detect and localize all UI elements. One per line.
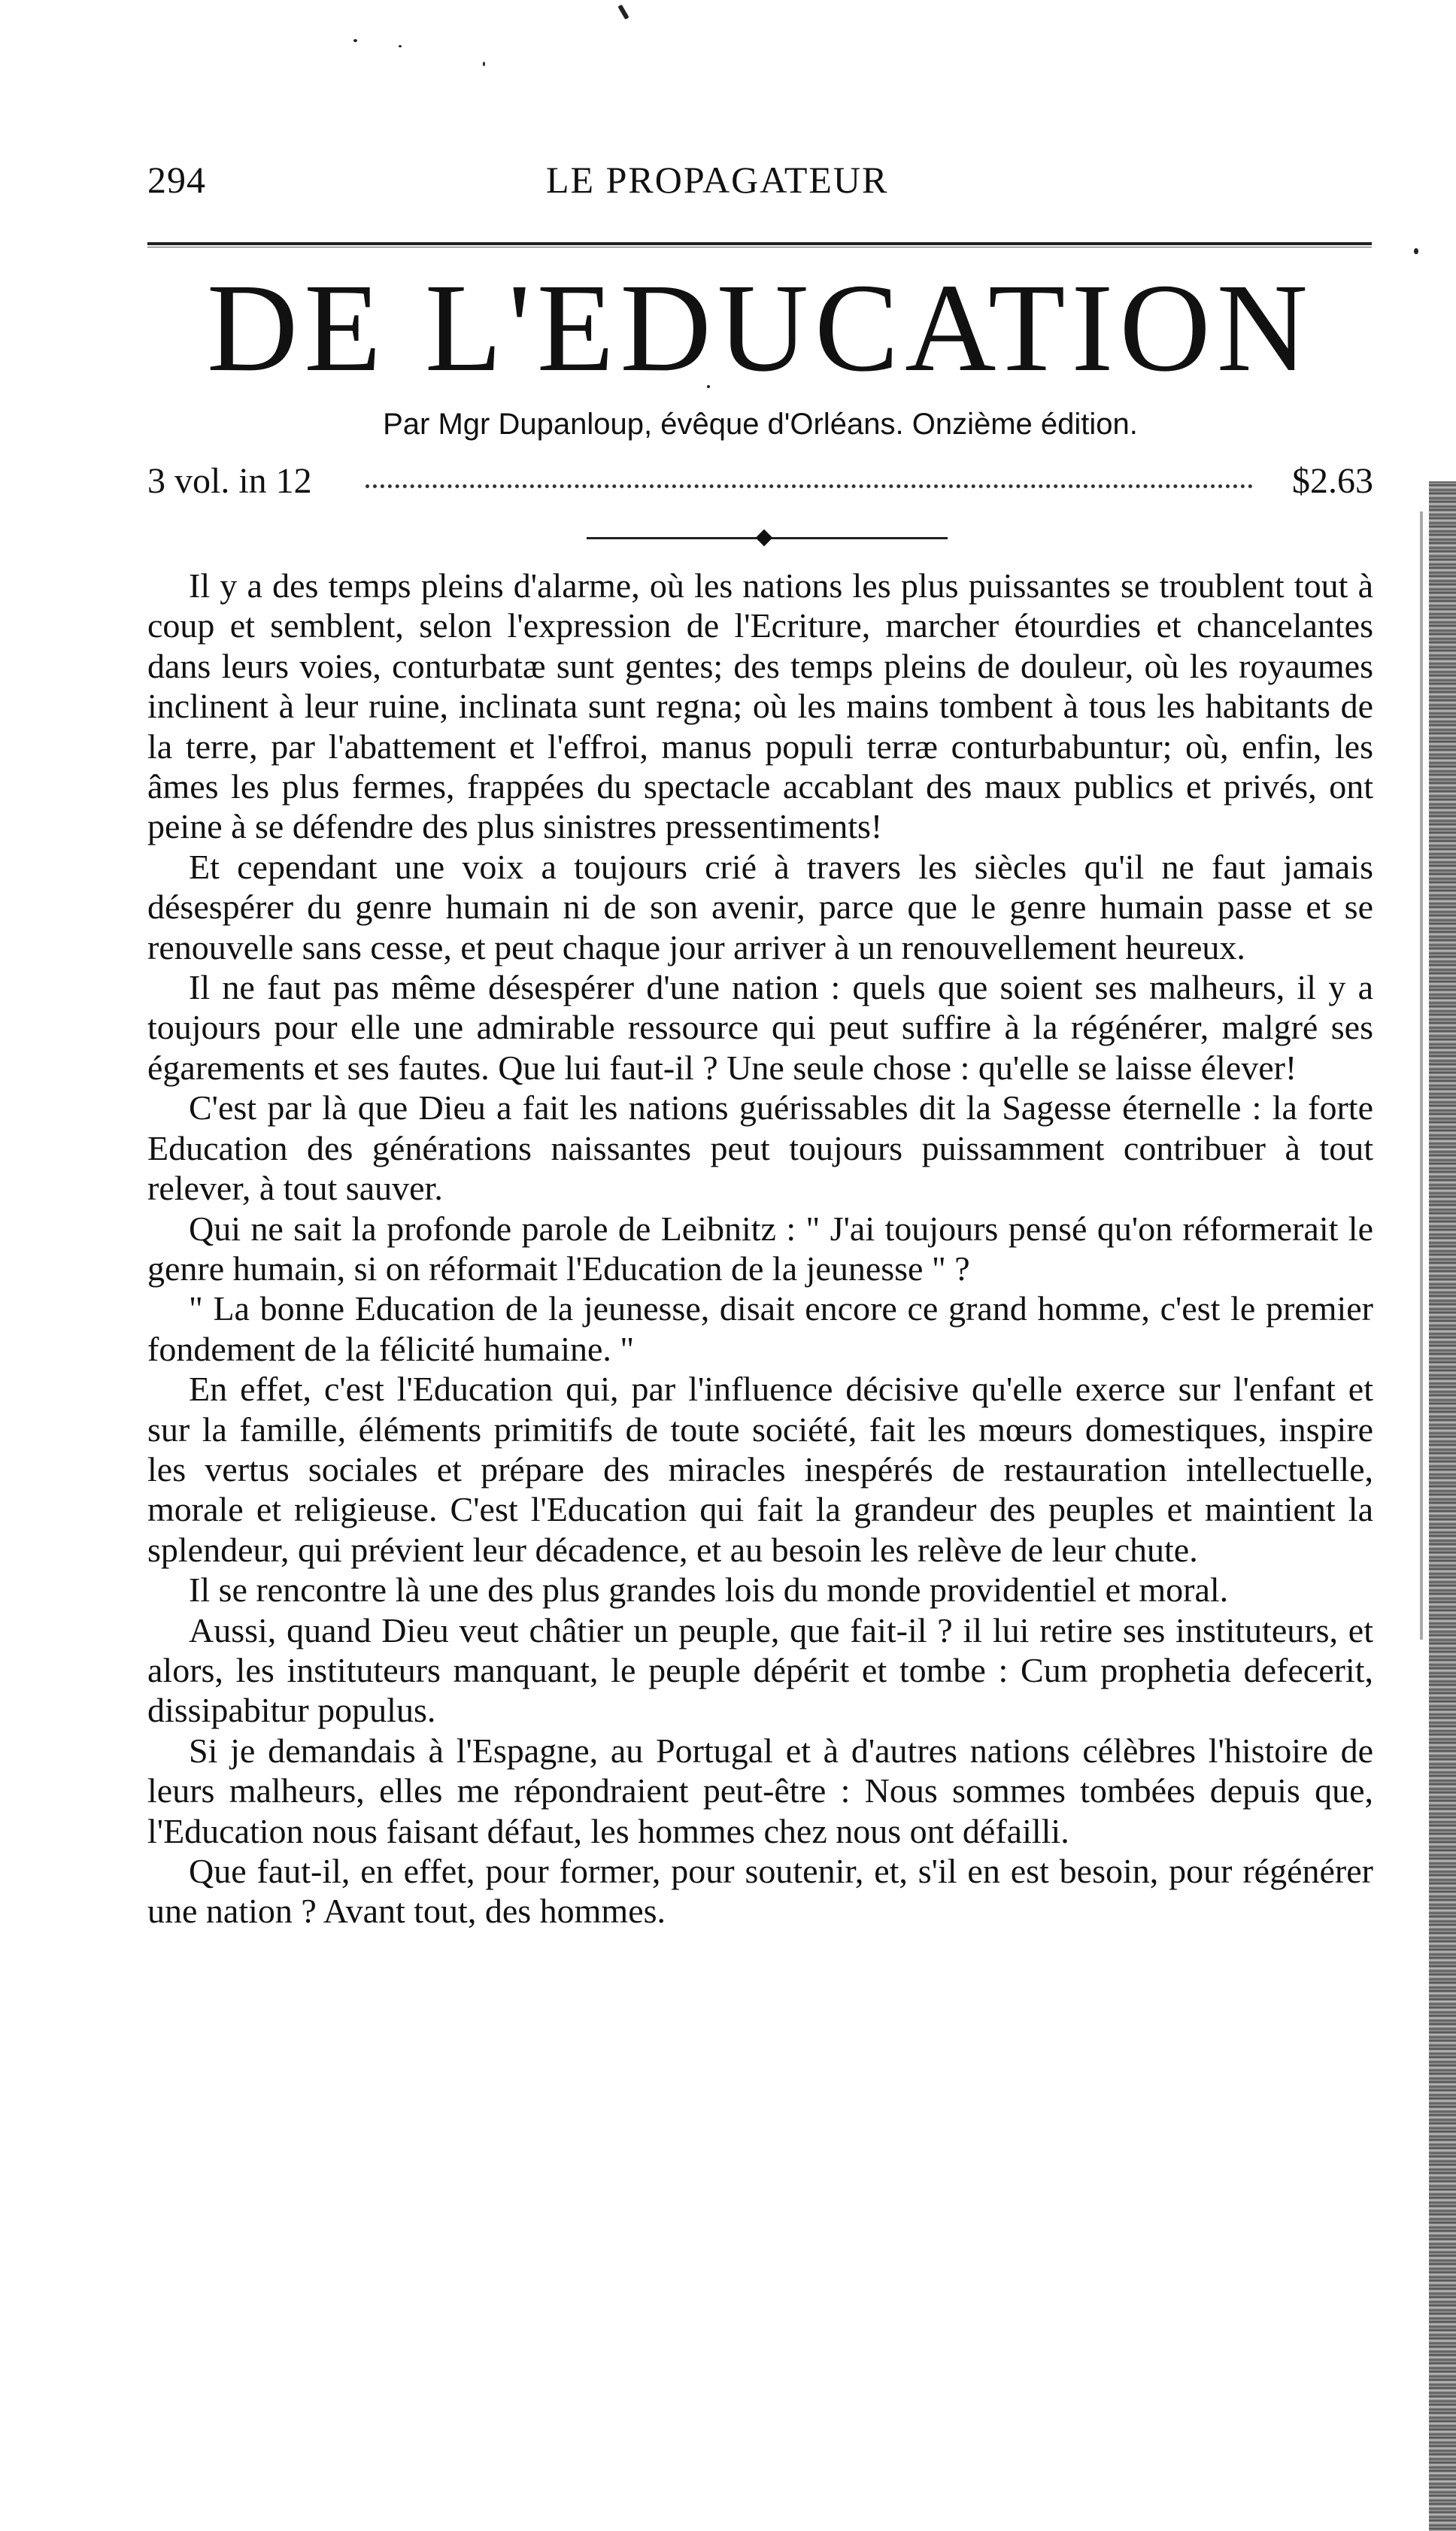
ornament-diamond-icon (756, 530, 773, 547)
page-header (147, 158, 1366, 211)
dot-leader (366, 477, 1253, 488)
book-byline: Par Mgr Dupanloup, évêque d'Orléans. Onzième édition. (383, 408, 1138, 441)
paragraph-10: Si je demandais à l'Espagne, au Portugal et à d'autres nations célèbres l'histoire de leurs malheurs, elles me répondraient peut-être : Nous sommes tombées depuis que, l'Education nous faisant défaut, les hommes chez nous ont défailli. (147, 1731, 1373, 1850)
book-title: DE L'EDUCATION (206, 258, 1315, 398)
section-ornament (587, 531, 948, 546)
paragraph-6: " La bonne Education de la jeunesse, disait encore ce grand homme, c'est le premier fondement de la félicité humaine. " (147, 1289, 1373, 1368)
scan-speck (353, 39, 357, 42)
scan-page-edge (1429, 481, 1456, 2531)
scan-speck (483, 62, 485, 66)
scan-speck (1414, 248, 1418, 254)
page-number: 294 (147, 159, 206, 201)
header-rule (147, 242, 1372, 245)
book-price: $2.63 (1292, 461, 1373, 501)
paragraph-8: Il se rencontre là une des plus grandes lois du monde providentiel et moral. (189, 1570, 1229, 1610)
paragraph-9: Aussi, quand Dieu veut châtier un peuple, que fait-il ? il lui retire ses instituteurs, et alors, les instituteurs manquant, le peuple dépérit et tombe : Cum prophetia defecerit, dissipabitur populus. (147, 1610, 1373, 1730)
paragraph-1: Il y a des temps pleins d'alarme, où les nations les plus puissantes se troublent tout à coup et semblent, selon l'expression de l'Ecriture, marcher étourdies et chancelantes dans leurs voies, conturbatæ sunt gentes; des temps pleins de douleur, où les royaumes inclinent à leur ruine, inclinata sunt regna; où les mains tombent à tous les habitants de la terre, par l'abattement et l'effroi, manus populi terræ conturbabuntur; où, enfin, les âmes les plus fermes, frappées du spectacle accablant des maux publics et privés, ont peine à se défendre des plus sinistres pressentiments! (147, 566, 1373, 846)
body-text (147, 566, 1373, 1932)
paragraph-3: Il ne faut pas même désespérer d'une nation : quels que soient ses malheurs, il y a toujours pour elle une admirable ressource qui peut suffire à la régénérer, malgré ses égarements et ses fautes. Que lui faut-il ? Une seule chose : qu'elle se laisse élever! (147, 968, 1373, 1087)
paragraph-2: Et cependant une voix a toujours crié à travers les siècles qu'il ne faut jamais désespérer du genre humain ni de son avenir, parce que le genre humain passe et se renouvelle sans cesse, et peut chaque jour arriver à un renouvellement heureux. (147, 847, 1373, 967)
running-head: LE PROPAGATEUR (546, 159, 889, 201)
paragraph-7: En effet, c'est l'Education qui, par l'influence décisive qu'elle exerce sur l'enfant et sur la famille, éléments primitifs de toute société, fait les mœurs domestiques, inspire les vertus sociales et prépare des miracles inespérés de restauration intellectuelle, morale et religieuse. C'est l'Education qui fait la grandeur des peuples et maintient la splendeur, qui prévient leur décadence, et au besoin les relève de leur chute. (147, 1370, 1373, 1569)
price-line (147, 460, 1373, 505)
paragraph-11: Que faut-il, en effet, pour former, pour soutenir, et, s'il en est besoin, pour régénérer une nation ? Avant tout, des hommes. (147, 1852, 1373, 1931)
scan-speck (399, 45, 402, 47)
scan-speck (617, 5, 629, 20)
book-format: 3 vol. in 12 (147, 461, 312, 501)
scan-page-edge-line (1420, 511, 1423, 1640)
paragraph-4: C'est par là que Dieu a fait les nations guérissables dit la Sagesse éternelle : la forte Education des générations naissantes peut toujours puissamment contribuer à tout relever, à tout sauver. (147, 1088, 1373, 1208)
paragraph-5: Qui ne sait la profonde parole de Leibnitz : " J'ai toujours pensé qu'on réformerait le genre humain, si on réformait l'Education de la jeunesse " ? (147, 1209, 1373, 1288)
